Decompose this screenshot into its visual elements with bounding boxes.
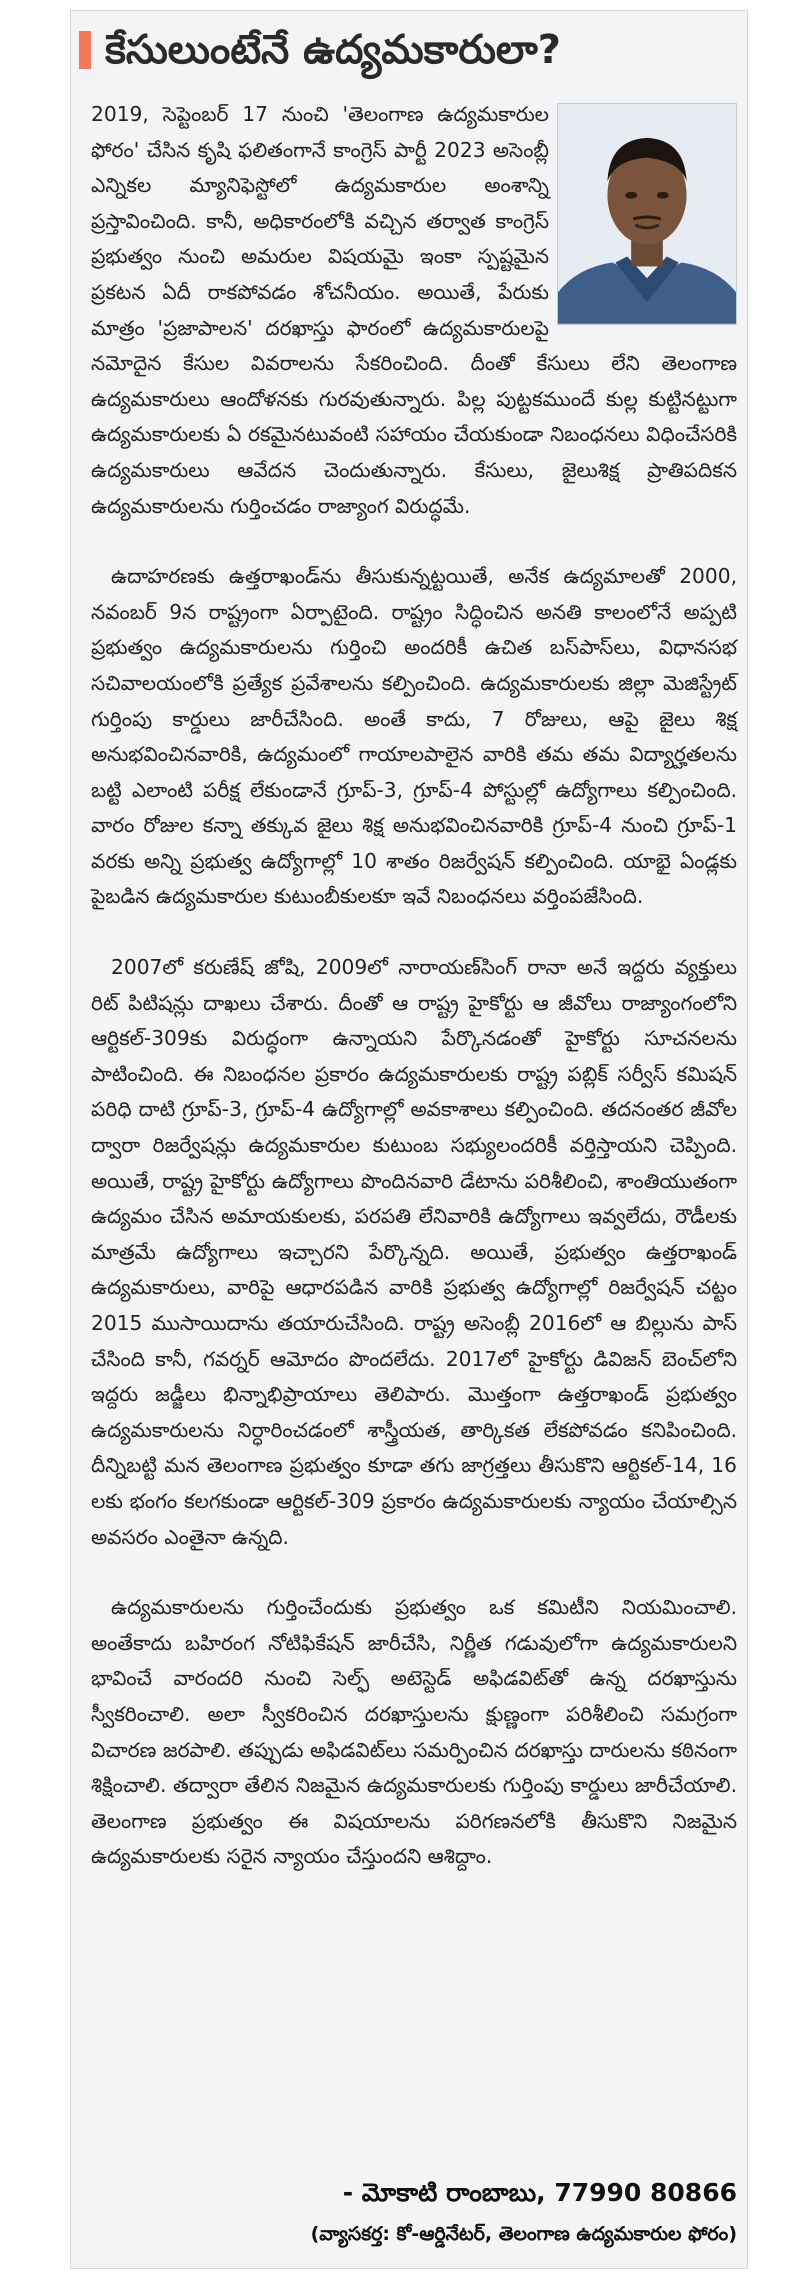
author-byline: - మోకాటి రాంబాబు, 77990 80866 <box>342 2178 737 2207</box>
photo-wrap-spacer <box>549 97 737 323</box>
article-body <box>91 97 737 1910</box>
paragraph-2: ఉదాహరణకు ఉత్తరాఖండ్‌ను తీసుకున్నట్టయితే, అనేక ఉద్యమాలతో 2000, నవంబర్ 9న రాష్ట్రంగా ఏర్పాటైంది. రాష్ట్రం సిద్ధించిన అనతి కాలంలోనే అప్పటి ప్రభుత్వం ఉద్యమకారులను గుర్తించి అందరికీ ఉచిత బస్‌పాస్‌లు, విధానసభ సచివాలయంలోకి ప్రత్యేక ప్రవేశాలను కల్పించింది. ఉద్యమకారులకు జిల్లా మెజిస్ట్రేట్ గుర్తింపు కార్డులు జారీచేసింది. అంతే కాదు, 7 రోజులు, ఆపై జైలు శిక్ష అనుభవించినవారికి, ఉద్యమంలో గాయాలపాలైన వారికి తమ తమ విద్యార్హతలను బట్టి ఎలాంటి పరీక్ష లేకుండానే గ్రూప్-3, గ్రూప్-4 పోస్టుల్లో ఉద్యోగాలు కల్పించింది. వారం రోజుల కన్నా తక్కువ జైలు శిక్ష అనుభవించినవారికి గ్రూప్-4 నుంచి గ్రూప్-1 వరకు అన్ని ప్రభుత్వ ఉద్యోగాల్లో 10 శాతం రిజర్వేషన్ కల్పించింది. యాభై ఏండ్లకు పైబడిన ఉద్యమకారుల కుటుంబీకులకూ ఇవే నిబంధనలు వర్తింపజేసింది. <box>91 564 737 909</box>
article-headline: కేసులుంటేనే ఉద్యమకారులా? <box>105 27 562 73</box>
paragraph-1: 2019, సెప్టెంబర్ 17 నుంచి 'తెలంగాణ ఉద్యమకారుల ఫోరం' చేసిన కృషి ఫలితంగానే కాంగ్రెస్ పార్టీ 2023 అసెంబ్లీ ఎన్నికల మ్యానిఫెస్టోలో ఉద్యమకారుల అంశాన్ని ప్రస్తావించింది. కానీ, అధికారంలోకి వచ్చిన తర్వాత కాంగ్రెస్ ప్రభుత్వం నుంచి అమరుల విషయమై ఇంకా స్పష్టమైన ప్రకటన ఏదీ రాకపోవడం శోచనీయం. అయితే, పేరుకు మాత్రం 'ప్రజాపాలన' దరఖాస్తు ఫారంలో ఉద్యమకారులపై నమోదైన కేసుల వివరాలను సేకరించింది. దీంతో కేసులు లేని తెలంగాణ ఉద్యమకారులు ఆందోళనకు గురవుతున్నారు. పిల్ల పుట్టకముందే కుల్ల కుట్టినట్టుగా ఉద్యమకారులకు ఏ రకమైనటువంటి సహాయం చేయకుండా నిబంధనలు విధించేసరికి ఉద్యమకారులు ఆవేదన చెందుతున్నారు. కేసులు, జైలుశిక్ష ప్రాతిపదికన ఉద్యమకారులను గుర్తించడం రాజ్యాంగ విరుద్ధమే. <box>91 102 737 518</box>
headline-row <box>79 19 739 81</box>
headline-accent-bar <box>79 31 91 69</box>
paragraph-4: ఉద్యమకారులను గుర్తించేందుకు ప్రభుత్వం ఒక కమిటీని నియమించాలి. అంతేకాదు బహిరంగ నోటిఫికేషన్ జారీచేసి, నిర్ణీత గడువులోగా ఉద్యమకారులని భావించే వారందరి నుంచి సెల్ఫ్ అటెస్టెడ్ అఫిడవిట్‌తో ఉన్న దరఖాస్తును స్వీకరించాలి. అలా స్వీకరించిన దరఖాస్తులను క్షుణ్ణంగా పరిశీలించి సమగ్రంగా విచారణ జరపాలి. తప్పుడు అఫిడవిట్‌లు సమర్పించిన దరఖాస్తు దారులను కఠినంగా శిక్షించాలి. తద్వారా తేలిన నిజమైన ఉద్యమకారులకు గుర్తింపు కార్డులు జారీచేయాలి. తెలంగాణ ప్రభుత్వం ఈ విషయాలను పరిగణనలోకి తీసుకొని నిజమైన ఉద్యమకారులకు సరైన న్యాయం చేస్తుందని ఆశిద్దాం. <box>91 1595 737 1869</box>
paragraph-3: 2007లో కరుణేష్ జోషి, 2009లో నారాయణ్‌సింగ్ రానా అనే ఇద్దరు వ్యక్తులు రిట్ పిటిషన్లు దాఖలు చేశారు. దీంతో ఆ రాష్ట్ర హైకోర్టు ఆ జీవోలు రాజ్యాంగంలోని ఆర్టికల్-309కు విరుద్ధంగా ఉన్నాయని పేర్కొనడంతో హైకోర్టు సూచనలను పాటించింది. ఈ నిబంధనల ప్రకారం ఉద్యమకారులకు రాష్ట్ర పబ్లిక్ సర్వీస్ కమిషన్ పరిధి దాటి గ్రూప్-3, గ్రూప్-4 ఉద్యోగాల్లో అవకాశాలు కల్పించింది. తదనంతర జీవోల ద్వారా రిజర్వేషన్లు ఉద్యమకారుల కుటుంబ సభ్యులందరికీ వర్తిస్తాయని చెప్పింది. అయితే, రాష్ట్ర హైకోర్టు ఉద్యోగాలు పొందినవారి డేటాను పరిశీలించి, శాంతియుతంగా ఉద్యమం చేసిన అమాయకులకు, పరపతి లేనివారికి ఉద్యోగాలు ఇవ్వలేదు, రౌడీలకు మాత్రమే ఉద్యోగాలు ఇచ్చారని పేర్కొన్నది. అయితే, ప్రభుత్వం ఉత్తరాఖండ్ ఉద్యమకారులు, వారిపై ఆధారపడిన వారికి ప్రభుత్వ ఉద్యోగాల్లో రిజర్వేషన్ చట్టం 2015 ముసాయిదాను తయారుచేసింది. రాష్ట్ర అసెంబ్లీ 2016లో ఆ బిల్లును పాస్ చేసింది కానీ, గవర్నర్ ఆమోదం పొందలేదు. 2017లో హైకోర్టు డివిజన్ బెంచ్‌లోని ఇద్దరు జడ్జీలు భిన్నాభిప్రాయాలు తెలిపారు. మొత్తంగా ఉత్తరాఖండ్ ప్రభుత్వం ఉద్యమకారులను నిర్ధారించడంలో శాస్త్రీయత, తార్కికత లేకపోవడం కనిపించింది. దీన్నిబట్టి మన తెలంగాణ ప్రభుత్వం కూడా తగు జాగ్రత్తలు తీసుకొని ఆర్టికల్-14, 16 లకు భంగం కలగకుండా ఆర్టికల్-309 ప్రకారం ఉద్యమకారులకు న్యాయం చేయాల్సిన అవసరం ఎంతైనా ఉన్నది. <box>91 955 737 1549</box>
author-designation-note: (వ్యాసకర్త: కో-ఆర్డినేటర్, తెలంగాణ ఉద్యమకారుల ఫోరం) <box>310 2223 737 2245</box>
article-clipping <box>70 10 748 2269</box>
